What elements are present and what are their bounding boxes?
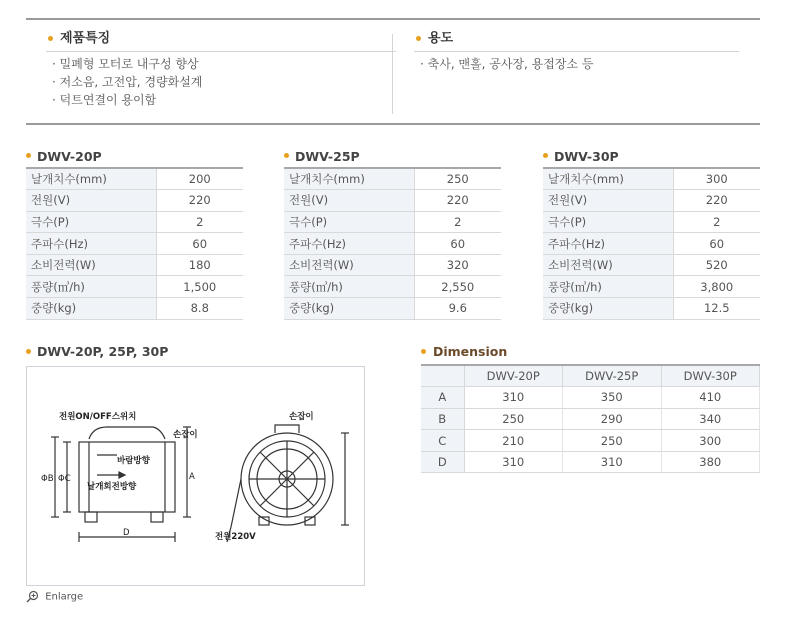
column-header: DWV-30P	[661, 365, 760, 387]
table-row	[26, 190, 243, 212]
fan-body	[79, 442, 175, 512]
row-key: C	[421, 430, 464, 452]
cell: 210	[464, 430, 563, 452]
bullet-icon	[543, 153, 548, 158]
cell: 250	[563, 430, 662, 452]
spec-label: 중량(kg)	[26, 298, 156, 320]
spec-title	[284, 148, 501, 167]
list-item: · 저소음, 고전압, 경량화설계	[52, 75, 203, 89]
spec-value: 200	[156, 168, 243, 190]
table-row	[421, 387, 760, 409]
spec-value: 250	[414, 168, 501, 190]
table-row	[26, 254, 243, 276]
spec-label: 날개치수(mm)	[284, 168, 414, 190]
table-row	[26, 276, 243, 298]
bullet-icon	[421, 349, 426, 354]
table-row	[284, 276, 501, 298]
spec-label: 극수(P)	[543, 211, 673, 233]
dimension-title-text: Dimension	[433, 344, 508, 359]
spec-label: 주파수(Hz)	[284, 233, 414, 255]
list-item: · 덕트연결이 용이함	[52, 93, 157, 107]
row-key: B	[421, 408, 464, 430]
spec-table	[26, 167, 243, 320]
table-row	[421, 430, 760, 452]
column-divider	[392, 34, 393, 114]
dimension-table	[421, 364, 760, 473]
spec-label: 전원(V)	[26, 190, 156, 212]
spec-value: 3,800	[673, 276, 760, 298]
dimension-drawing[interactable]	[26, 366, 365, 586]
spec-value: 220	[414, 190, 501, 212]
table-row	[26, 168, 243, 190]
model-name: DWV-30P	[554, 149, 619, 164]
spec-table-dwv-25p	[284, 148, 501, 320]
bullet-icon	[26, 153, 31, 158]
fan-diagram	[27, 367, 364, 585]
front-view	[227, 425, 349, 542]
cell: 310	[464, 387, 563, 409]
table-row	[543, 298, 760, 320]
spec-value: 8.8	[156, 298, 243, 320]
spec-table-dwv-30p	[543, 148, 760, 320]
bullet-icon	[416, 36, 421, 41]
table-row	[284, 168, 501, 190]
spec-label: 풍량(㎥/h)	[26, 276, 156, 298]
table-row	[284, 233, 501, 255]
label-phi-b: ΦB	[41, 474, 54, 484]
spec-value: 1,500	[156, 276, 243, 298]
spec-label: 주파수(Hz)	[26, 233, 156, 255]
cell: 310	[563, 451, 662, 473]
table-row	[421, 408, 760, 430]
cell: 310	[464, 451, 563, 473]
table-row	[421, 451, 760, 473]
label-handle-front: 손잡이	[289, 412, 314, 422]
spec-value: 60	[673, 233, 760, 255]
table-row	[26, 233, 243, 255]
spec-value: 2	[673, 211, 760, 233]
spec-table-dwv-20p	[26, 148, 243, 320]
spec-title	[26, 148, 243, 167]
usage-heading	[414, 30, 739, 52]
magnifier-icon	[26, 590, 39, 603]
spec-label: 전원(V)	[543, 190, 673, 212]
table-row	[543, 233, 760, 255]
spec-label: 극수(P)	[26, 211, 156, 233]
spec-value: 60	[414, 233, 501, 255]
spec-label: 풍량(㎥/h)	[543, 276, 673, 298]
table-row	[284, 211, 501, 233]
spec-value: 2	[156, 211, 243, 233]
feature-box	[26, 18, 760, 125]
table-row	[543, 254, 760, 276]
table-header-row	[421, 365, 760, 387]
label-phi-c: ΦC	[58, 474, 71, 484]
spec-label: 전원(V)	[284, 190, 414, 212]
spec-label: 소비전력(W)	[543, 254, 673, 276]
spec-value: 60	[156, 233, 243, 255]
list-item: · 밀폐형 모터로 내구성 향상	[52, 57, 199, 71]
cell: 250	[464, 408, 563, 430]
enlarge-label[interactable]: Enlarge	[45, 591, 84, 603]
usage-title: 용도	[428, 31, 454, 46]
spec-label: 주파수(Hz)	[543, 233, 673, 255]
drawing-title-text: DWV-20P, 25P, 30P	[37, 344, 169, 359]
spec-table	[284, 167, 501, 320]
row-key: D	[421, 451, 464, 473]
spec-value: 520	[673, 254, 760, 276]
usage-list	[420, 55, 593, 73]
cell: 340	[661, 408, 760, 430]
label-handle-side: 손잡이	[173, 430, 198, 440]
spec-label: 중량(kg)	[284, 298, 414, 320]
label-a: A	[189, 472, 195, 482]
enlarge-link[interactable]	[26, 590, 83, 603]
label-wind-direction: 바람방향	[117, 456, 150, 466]
table-row	[543, 211, 760, 233]
label-blade-direction: 날개회전방향	[87, 482, 137, 492]
bullet-icon	[26, 349, 31, 354]
table-row	[284, 190, 501, 212]
row-key: A	[421, 387, 464, 409]
spec-label: 소비전력(W)	[26, 254, 156, 276]
spec-label: 극수(P)	[284, 211, 414, 233]
spec-table	[543, 167, 760, 320]
table-row	[26, 211, 243, 233]
cell: 290	[563, 408, 662, 430]
column-header: DWV-20P	[464, 365, 563, 387]
table-row	[284, 254, 501, 276]
label-d: D	[123, 528, 130, 538]
features-list	[52, 55, 202, 109]
cell: 380	[661, 451, 760, 473]
features-heading	[46, 30, 396, 52]
cell: 350	[563, 387, 662, 409]
table-row	[26, 298, 243, 320]
drawing-title	[26, 344, 168, 359]
table-row	[543, 168, 760, 190]
spec-label: 중량(kg)	[543, 298, 673, 320]
bullet-icon	[48, 36, 53, 41]
label-power-switch: 전원ON/OFF스위치	[59, 412, 137, 422]
column-header: DWV-25P	[563, 365, 662, 387]
spec-value: 9.6	[414, 298, 501, 320]
bullet-icon	[284, 153, 289, 158]
cell: 300	[661, 430, 760, 452]
corner-cell	[421, 365, 464, 387]
table-row	[543, 276, 760, 298]
spec-title	[543, 148, 760, 167]
model-name: DWV-20P	[37, 149, 102, 164]
spec-label: 날개치수(mm)	[543, 168, 673, 190]
list-item: · 축사, 맨홀, 공사장, 용접장소 등	[420, 57, 594, 71]
spec-value: 220	[673, 190, 760, 212]
spec-value: 12.5	[673, 298, 760, 320]
dimension-title	[421, 344, 507, 359]
spec-label: 날개치수(mm)	[26, 168, 156, 190]
model-name: DWV-25P	[295, 149, 360, 164]
features-title: 제품특징	[60, 31, 111, 46]
spec-label: 풍량(㎥/h)	[284, 276, 414, 298]
cell: 410	[661, 387, 760, 409]
spec-value: 220	[156, 190, 243, 212]
spec-value: 300	[673, 168, 760, 190]
spec-label: 소비전력(W)	[284, 254, 414, 276]
spec-value: 180	[156, 254, 243, 276]
label-power-cord: 전원220V	[215, 532, 256, 542]
table-row	[543, 190, 760, 212]
table-row	[284, 298, 501, 320]
handle-shape	[89, 427, 165, 439]
spec-value: 2	[414, 211, 501, 233]
spec-value: 320	[414, 254, 501, 276]
spec-value: 2,550	[414, 276, 501, 298]
